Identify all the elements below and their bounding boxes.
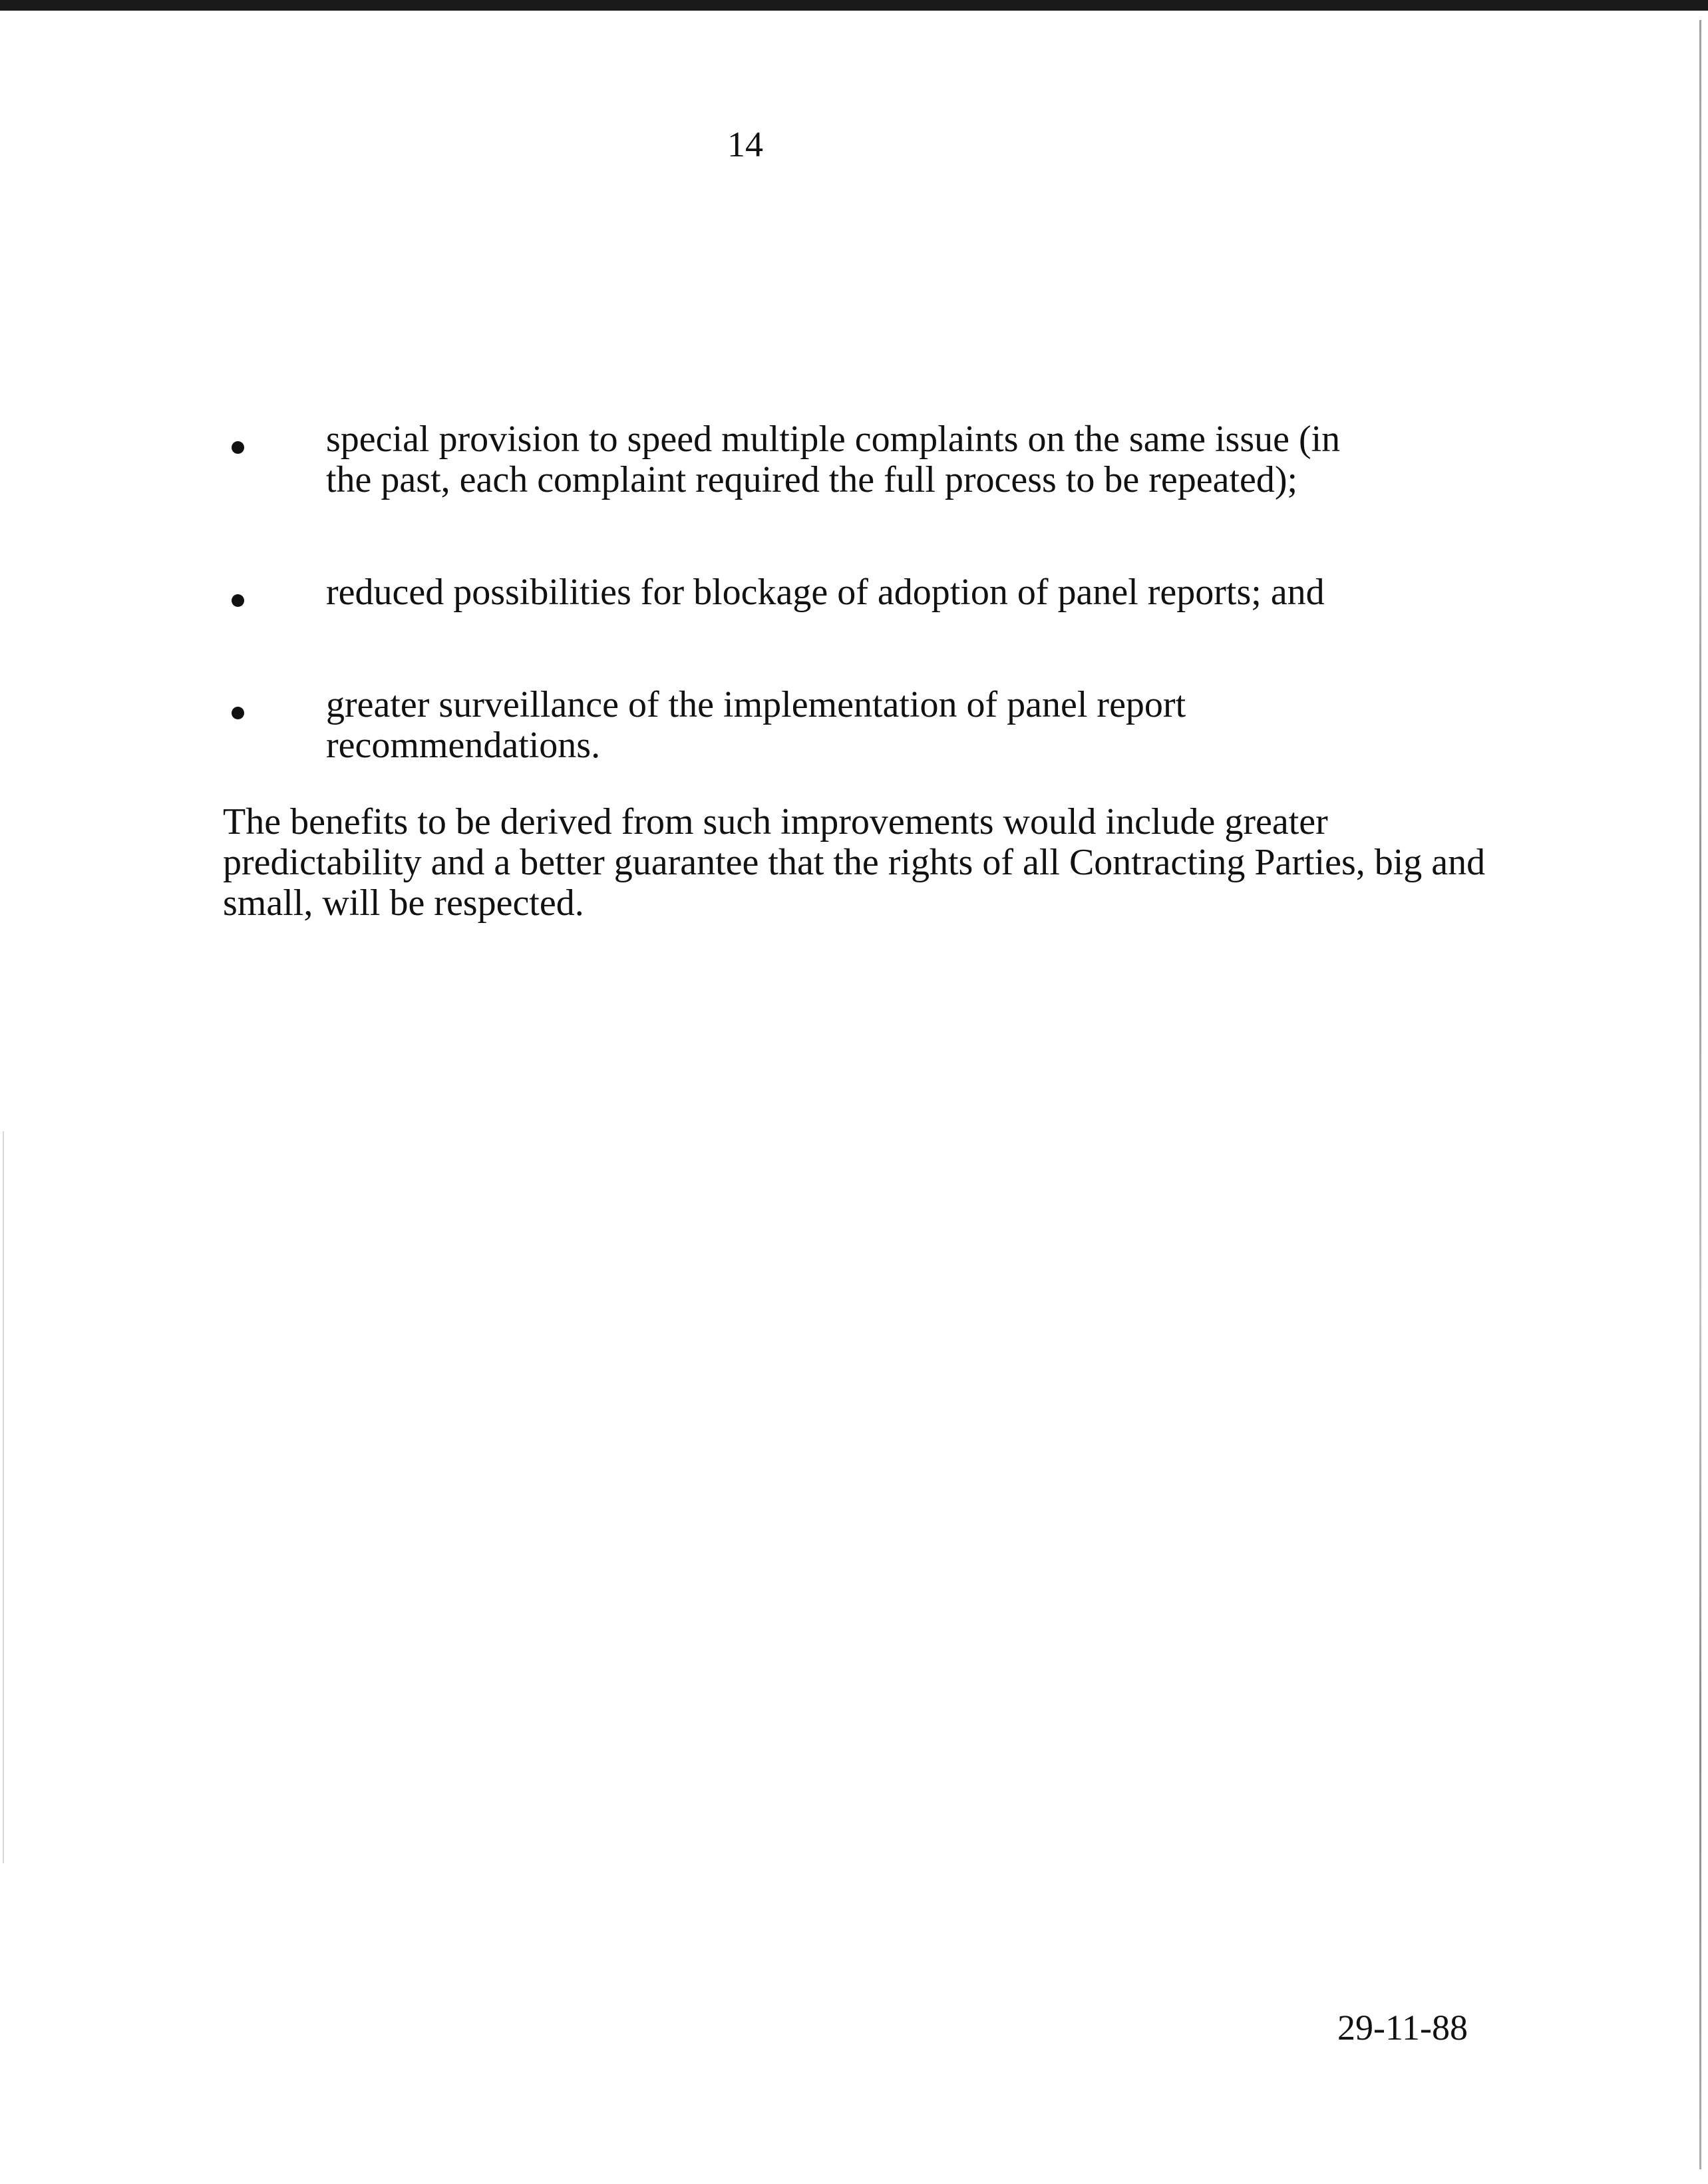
bullet-text: special provision to speed multiple complaints on the same issue (in the past, each complaint required the full process to be repeated); [326, 419, 1341, 500]
list-item [223, 419, 1354, 500]
bullet-icon [232, 594, 244, 607]
page-number: 14 [727, 124, 763, 164]
bullet-icon [232, 707, 244, 719]
scan-border-top [0, 0, 1708, 11]
bullet-list [223, 419, 1354, 766]
scan-border-left [3, 1131, 4, 1863]
list-item [223, 685, 1354, 766]
document-date: 29-11-88 [1337, 2008, 1468, 2048]
closing-paragraph: The benefits to be derived from such improvements would include greater predictability and a better guarantee that the rights of all Contracting Parties, big and small, will be respected. [223, 801, 1486, 924]
bullet-text: reduced possibilities for blockage of adoption of panel reports; and [326, 572, 1325, 613]
scan-border-right [1699, 20, 1701, 2169]
bullet-icon [232, 441, 244, 454]
list-item [223, 572, 1354, 613]
bullet-text: greater surveillance of the implementation of panel report recommendations. [326, 684, 1186, 766]
